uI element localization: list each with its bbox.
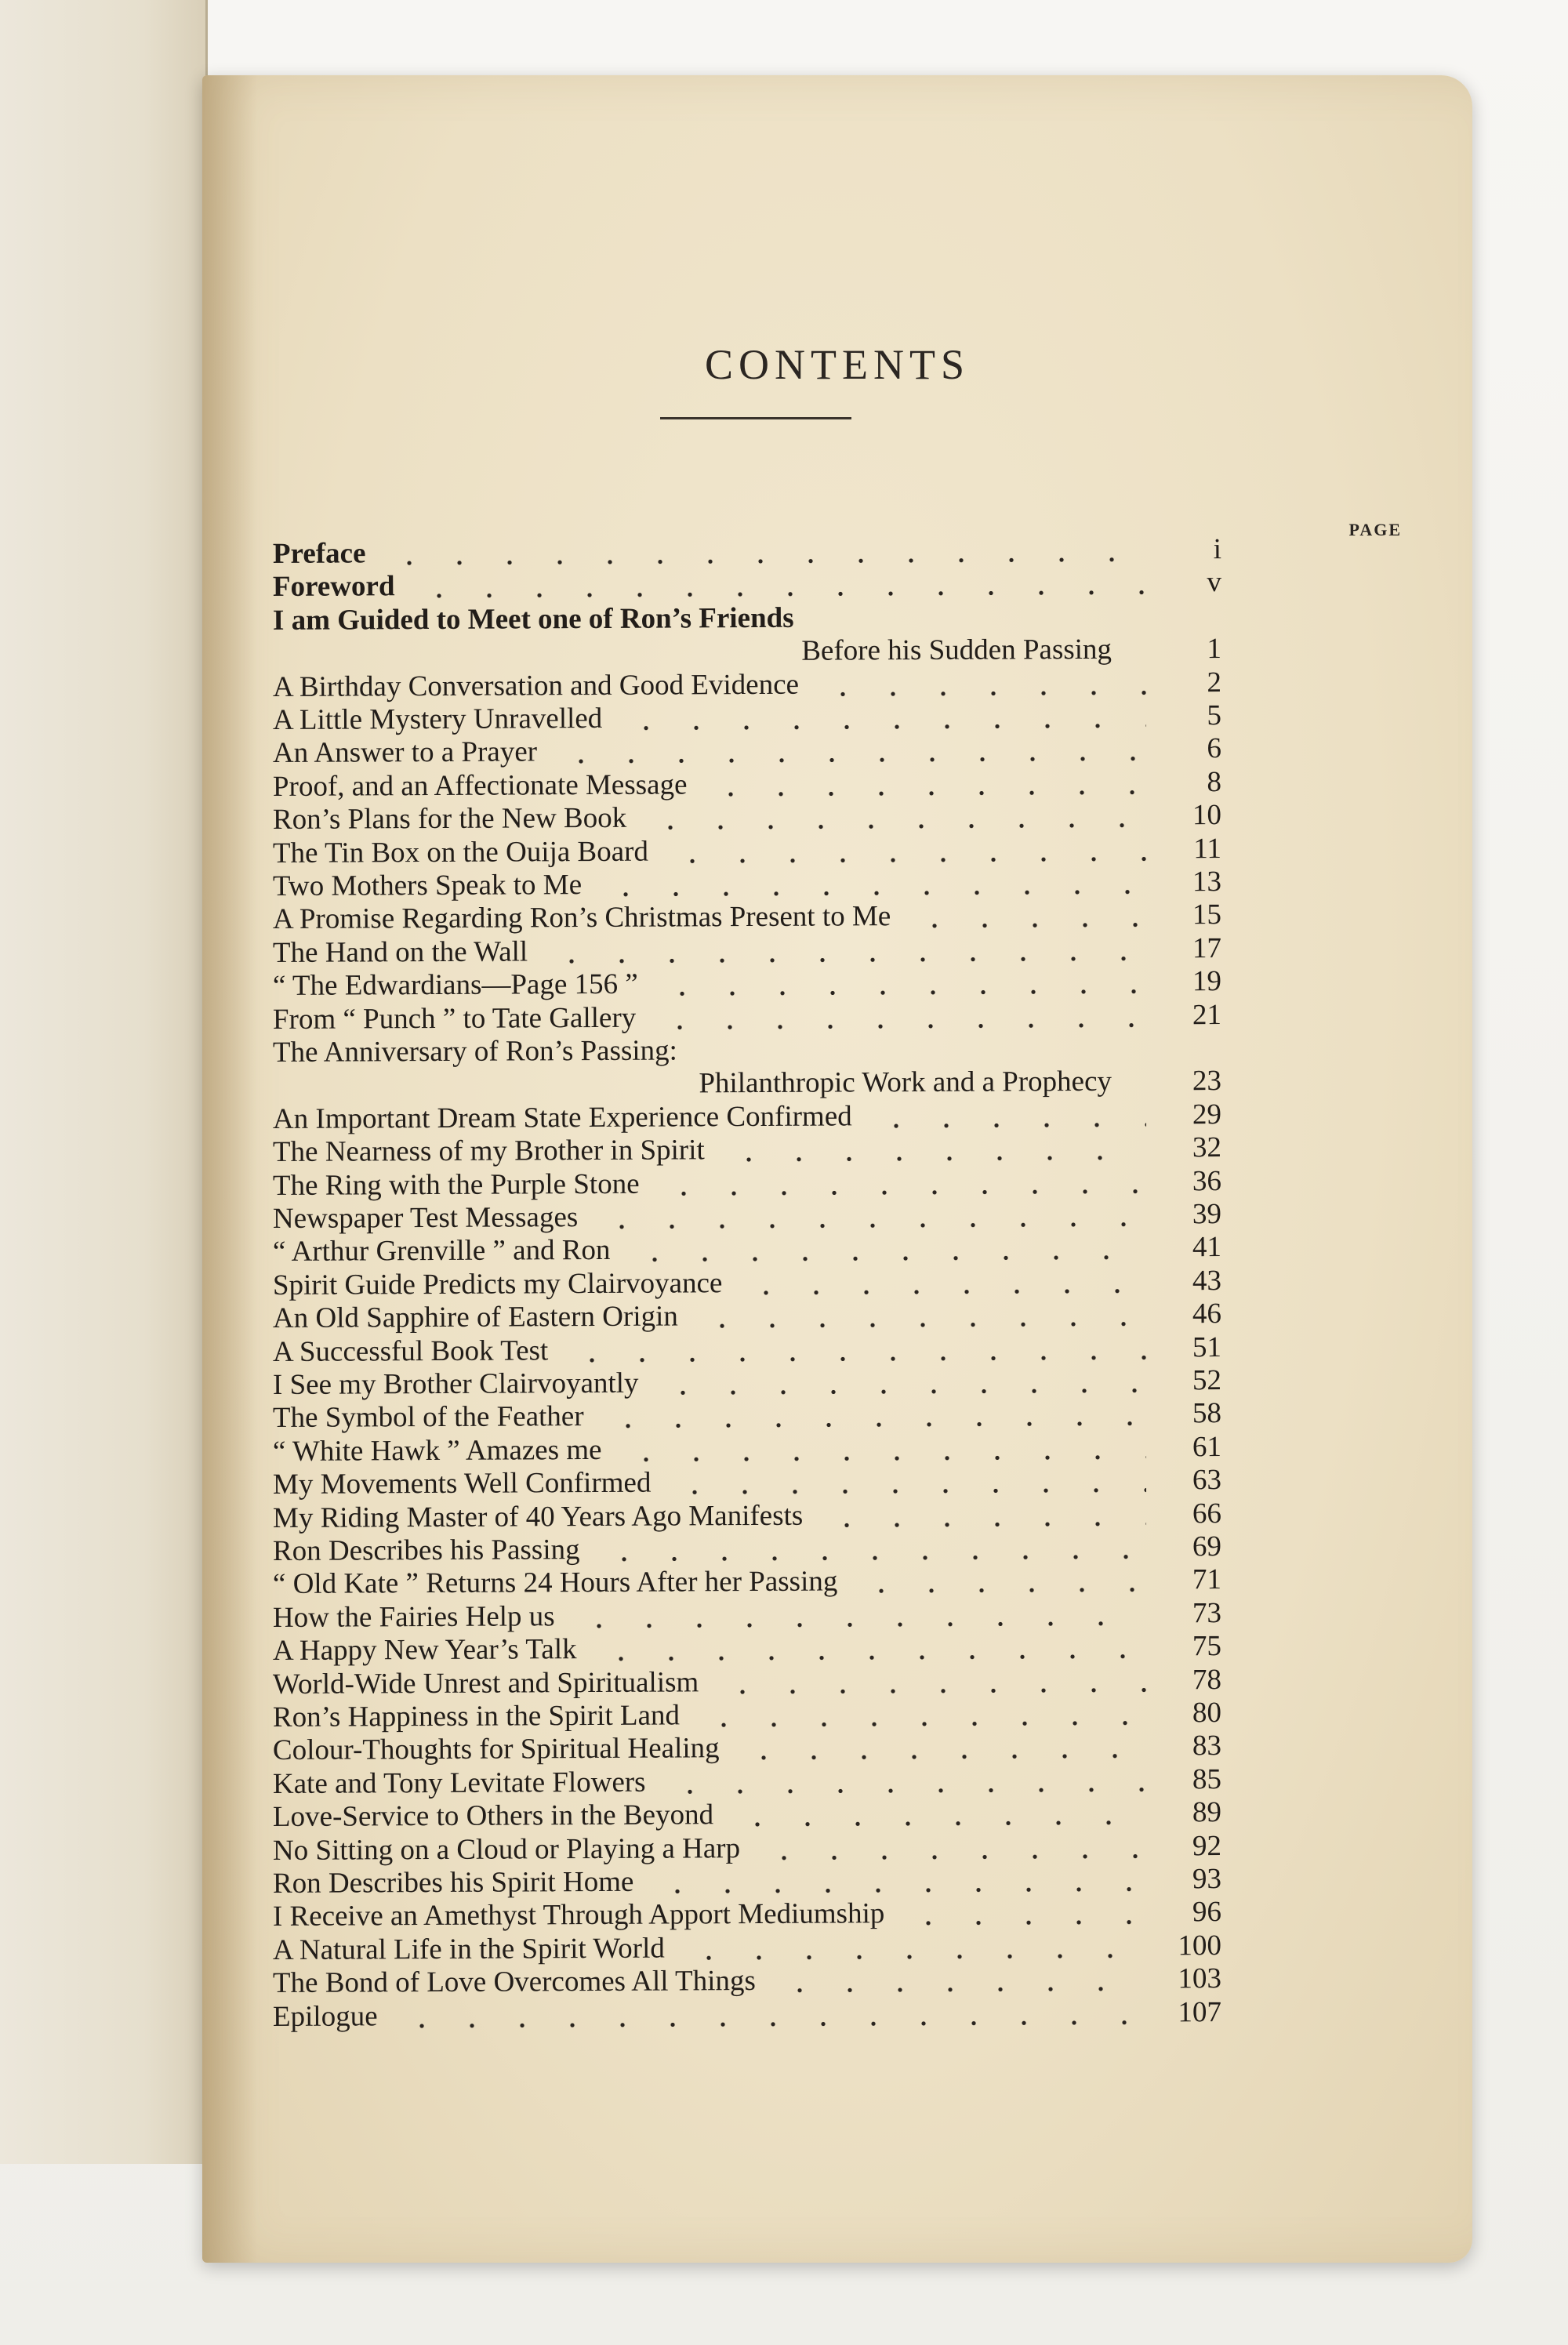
toc-entry-title: No Sitting on a Cloud or Playing a Harp bbox=[272, 1831, 741, 1867]
toc-page-number: 5 bbox=[1207, 699, 1222, 732]
toc-entry-title: A Promise Regarding Ron’s Christmas Present to Me bbox=[272, 900, 891, 936]
contents-title: CONTENTS bbox=[705, 341, 970, 388]
toc-entry-title: A Natural Life in the Spirit World bbox=[272, 1932, 665, 1966]
toc-entry-title: A Successful Book Test bbox=[272, 1334, 549, 1368]
toc-page-number: 43 bbox=[1192, 1264, 1222, 1298]
toc-entry-title: Ron Describes his Spirit Home bbox=[272, 1865, 634, 1900]
toc-page-number: 58 bbox=[1192, 1397, 1222, 1430]
toc-page-number: 92 bbox=[1192, 1829, 1222, 1862]
toc-page-number: 78 bbox=[1192, 1663, 1222, 1696]
toc-page-number: i bbox=[1213, 533, 1222, 566]
toc-page-number: 89 bbox=[1192, 1796, 1222, 1829]
toc-entry-title: A Little Mystery Unravelled bbox=[272, 702, 603, 736]
toc-entry-title: “ The Edwardians—Page 156 ” bbox=[272, 967, 638, 1003]
toc-entry-title: “ Old Kate ” Returns 24 Hours After her Passing bbox=[272, 1565, 838, 1601]
toc-page-number: 6 bbox=[1207, 732, 1222, 765]
facing-page-edge bbox=[0, 0, 208, 2164]
toc-page-number: 61 bbox=[1192, 1430, 1222, 1464]
toc-entry-title: An Answer to a Prayer bbox=[272, 735, 538, 770]
toc-page-number: 13 bbox=[1192, 866, 1222, 898]
toc-page-number: 10 bbox=[1192, 799, 1222, 832]
toc-entry-title: Love-Service to Others in the Beyond bbox=[272, 1799, 714, 1834]
toc-entry-title: Ron Describes his Passing bbox=[272, 1534, 580, 1567]
toc-entry-title: World-Wide Unrest and Spiritualism bbox=[272, 1665, 699, 1701]
toc-entry-title: The Symbol of the Feather bbox=[272, 1400, 584, 1435]
toc-page-number: 15 bbox=[1192, 898, 1222, 931]
toc-page-number: 107 bbox=[1178, 1995, 1222, 2028]
toc-page-number: 29 bbox=[1192, 1098, 1222, 1131]
toc-page-number: 23 bbox=[1192, 1065, 1222, 1098]
toc-page-number: 71 bbox=[1192, 1563, 1222, 1596]
toc-page-number: 75 bbox=[1192, 1630, 1222, 1663]
toc-entry-title: Ron’s Happiness in the Spirit Land bbox=[272, 1699, 681, 1733]
toc-page-number: 73 bbox=[1192, 1596, 1222, 1630]
toc-entry-title: Two Mothers Speak to Me bbox=[272, 869, 583, 902]
toc-page-number: 103 bbox=[1178, 1962, 1222, 1995]
toc-entry-title: I Receive an Amethyst Through Apport Mediumship bbox=[272, 1897, 885, 1933]
toc-page-number: 2 bbox=[1207, 666, 1222, 699]
toc-entry-title: How the Fairies Help us bbox=[272, 1600, 555, 1634]
toc-page-number: 32 bbox=[1192, 1131, 1222, 1164]
toc-entry-title: Philanthropic Work and a Prophecy bbox=[699, 1065, 1112, 1100]
toc-entry-title: Spirit Guide Predicts my Clairvoyance bbox=[272, 1266, 723, 1301]
toc-entry-title: The Anniversary of Ron’s Passing: bbox=[272, 1034, 677, 1069]
toc-entry-title: An Important Dream State Experience Confirmed bbox=[272, 1100, 852, 1135]
toc-page-number: 21 bbox=[1192, 998, 1222, 1031]
toc-page-number: 63 bbox=[1192, 1464, 1222, 1497]
toc-page-number: v bbox=[1207, 566, 1222, 599]
toc-page-number: 52 bbox=[1192, 1364, 1222, 1397]
toc-entry-title: I am Guided to Meet one of Ron’s Friends bbox=[272, 601, 794, 637]
toc-page-number: 80 bbox=[1192, 1697, 1222, 1730]
toc-entry-title: My Riding Master of 40 Years Ago Manifests bbox=[272, 1499, 804, 1534]
toc-entry-title: Proof, and an Affectionate Message bbox=[272, 768, 688, 803]
toc-page-number: 11 bbox=[1193, 832, 1222, 865]
toc-entry-title: The Bond of Love Overcomes All Things bbox=[272, 1965, 756, 2000]
toc-entry-title: An Old Sapphire of Eastern Origin bbox=[272, 1300, 678, 1335]
page-column-heading: PAGE bbox=[1348, 520, 1402, 539]
toc-page-number: 93 bbox=[1192, 1863, 1222, 1896]
toc-page-number: 100 bbox=[1178, 1929, 1222, 1962]
toc-entry-title: I See my Brother Clairvoyantly bbox=[272, 1367, 639, 1401]
toc-entry-title: Before his Sudden Passing bbox=[801, 633, 1112, 667]
toc-entry-title: My Movements Well Confirmed bbox=[272, 1466, 652, 1501]
toc-page-number: 66 bbox=[1192, 1497, 1222, 1530]
toc-entry-title: Kate and Tony Levitate Flowers bbox=[272, 1766, 646, 1800]
toc-entry-title: Foreword bbox=[272, 570, 395, 604]
toc-page-number: 19 bbox=[1192, 965, 1222, 998]
toc-page-number: 1 bbox=[1207, 633, 1222, 666]
toc-page-number: 46 bbox=[1192, 1298, 1222, 1330]
toc-row bbox=[273, 1996, 1221, 2037]
toc-page-number: 85 bbox=[1192, 1762, 1222, 1796]
toc-entry-title: Ron’s Plans for the New Book bbox=[272, 801, 627, 837]
toc-entry-title: “ Arthur Grenville ” and Ron bbox=[272, 1234, 611, 1269]
toc-page-number: 69 bbox=[1192, 1530, 1222, 1563]
toc-page-number: 17 bbox=[1192, 931, 1222, 965]
toc-page-number: 96 bbox=[1192, 1896, 1222, 1929]
toc-entry-title: From “ Punch ” to Tate Gallery bbox=[272, 1001, 637, 1036]
toc-entry-title: The Tin Box on the Ouija Board bbox=[272, 835, 649, 869]
book-page bbox=[202, 75, 1472, 2263]
toc-page-number: 83 bbox=[1192, 1730, 1222, 1762]
table-of-contents bbox=[202, 75, 1472, 2263]
toc-page-number: 8 bbox=[1207, 765, 1222, 798]
toc-entry-title: A Birthday Conversation and Good Evidence bbox=[272, 668, 800, 703]
toc-entry-title: Epilogue bbox=[272, 1999, 378, 2033]
toc-entry-title: Newspaper Test Messages bbox=[272, 1201, 579, 1235]
toc-entry-title: The Ring with the Purple Stone bbox=[272, 1167, 640, 1202]
toc-entry-title: “ White Hawk ” Amazes me bbox=[272, 1433, 602, 1468]
toc-page-number: 39 bbox=[1192, 1198, 1222, 1231]
toc-entry-title: Preface bbox=[272, 537, 366, 570]
toc-entry-title: The Nearness of my Brother in Spirit bbox=[272, 1134, 705, 1169]
toc-page-number: 36 bbox=[1192, 1164, 1222, 1197]
toc-page-number: 41 bbox=[1192, 1231, 1222, 1264]
toc-entry-title: A Happy New Year’s Talk bbox=[272, 1633, 577, 1668]
toc-page-number: 51 bbox=[1192, 1330, 1222, 1363]
toc-entry-title: Colour-Thoughts for Spiritual Healing bbox=[272, 1732, 720, 1767]
toc-entry-title: The Hand on the Wall bbox=[272, 935, 528, 969]
